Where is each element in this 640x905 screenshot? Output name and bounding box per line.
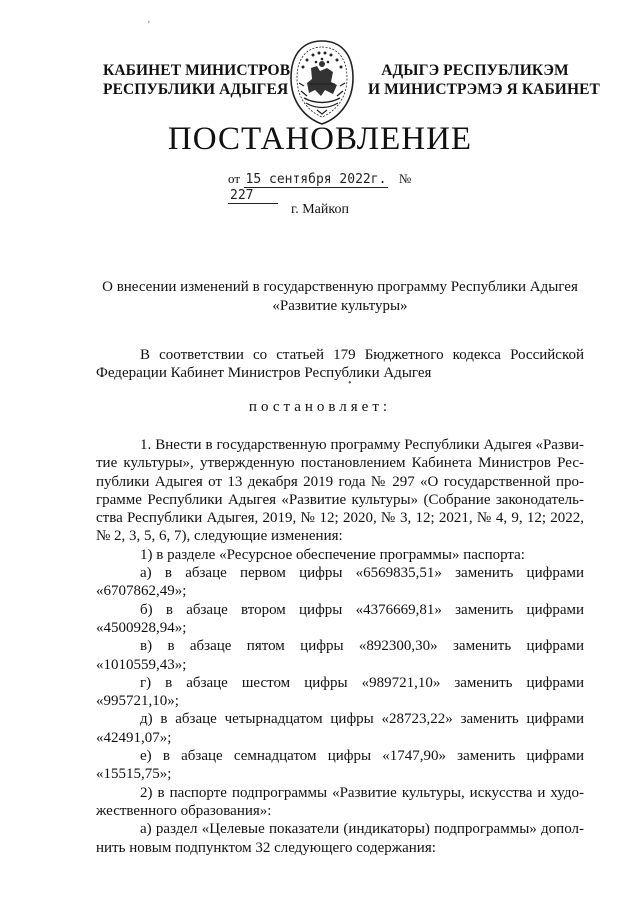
preamble-line-2: Федерации Кабинет Министров Республики Адыгея [96,365,432,382]
body-line: грамме Республики Адыгея «Развитие культуры» (Собрание законодатель- [96,491,584,508]
subsection-2-line-1: 2) в паспорте подпрограммы «Развитие культуры, искусства и худо- [140,784,584,801]
body-line: № 2, 3, 5, 6, 7), следующие изменения: [96,528,343,545]
document-subject [60,278,620,316]
item-g-line-1: г) в абзаце шестом цифры «989721,10» заменить цифрами [140,674,584,691]
item-b-line-2: «4500928,94»; [96,619,187,636]
document-body [96,436,584,857]
issuer-adyghe-line-2: И МИНИСТРЭМЭ Я КАБИНЕТ [368,81,600,98]
preamble-line-1: В соответствии со статьей 179 Бюджетного кодекса Российской [140,347,584,363]
item-v-line-1: в) в абзаце пятом цифры «892300,30» заменить цифрами [140,638,584,655]
document-title: ПОСТАНОВЛЕНИЕ [167,121,473,157]
issuer-line-1: КАБИНЕТ МИНИСТРОВ [103,62,291,79]
item-a-line-2: «6707862,49»; [96,583,187,600]
item-e-line-1: е) в абзаце семнадцатом цифры «1747,90» заменить цифрами [140,748,584,765]
item-d-line-1: д) в абзаце четырнадцатом цифры «28723,22» заменить цифрами [140,711,584,728]
item-b-line-1: б) в абзаце втором цифры «4376669,81» заменить цифрами [140,601,584,618]
issuer-name-russian [103,61,291,99]
issuer-line-2: РЕСПУБЛИКИ АДЫГЕЯ [103,81,289,98]
subsection-2a-line-2: нить новым подпунктом 32 следующего содержания: [96,839,436,856]
subject-line-1: О внесении изменений в государственную программу Республики Адыгея [102,279,578,295]
body-line: ства Республики Адыгея, 2019, № 12; 2020, № 3, 12; 2021, № 4, 9, 12; 2022, [96,510,584,527]
coat-of-arms-emblem [287,38,357,126]
scan-speck: • [348,378,352,389]
document-number: 227 [228,189,278,204]
item-v-line-2: «1010559,43»; [96,656,187,673]
item-d-line-2: «42491,07»; [96,729,172,746]
item-g-line-2: «995721,10»; [96,693,179,710]
scan-speck-top: ' [148,20,150,31]
item-a-line-1: а) в абзаце первом цифры «6569835,51» заменить цифрами [140,565,584,582]
subsection-1: 1) в разделе «Ресурсное обеспечение программы» паспорта: [140,546,525,563]
date-from-label: от [228,171,241,186]
body-line: 1. Внести в государственную программу Республики Адыгея «Разви- [140,437,584,453]
number-label: № [398,171,412,186]
date-number-line [228,171,448,204]
document-date: 15 сентября 2022г. [245,172,387,187]
item-e-line-2: «15515,75»; [96,766,172,783]
body-line: публики Адыгея от 13 декабря 2019 года № 297 «О государственной про- [96,473,584,490]
subsection-2a-line-1: а) раздел «Целевые показатели (индикаторы) подпрограммы» допол- [140,821,584,838]
preamble [96,346,584,383]
city-line: г. Майкоп [291,202,349,217]
subsection-2-line-2: жественного образования»: [96,802,272,819]
body-line: тие культуры», утвержденную постановлением Кабинета Министров Рес- [96,455,584,472]
issuer-name-adyghe [368,61,600,99]
subject-line-2: «Развитие культуры» [272,298,408,314]
issuer-adyghe-line-1: АДЫГЭ РЕСПУБЛИКЭМ [381,62,569,79]
decree-word: постановляет: [248,399,392,415]
